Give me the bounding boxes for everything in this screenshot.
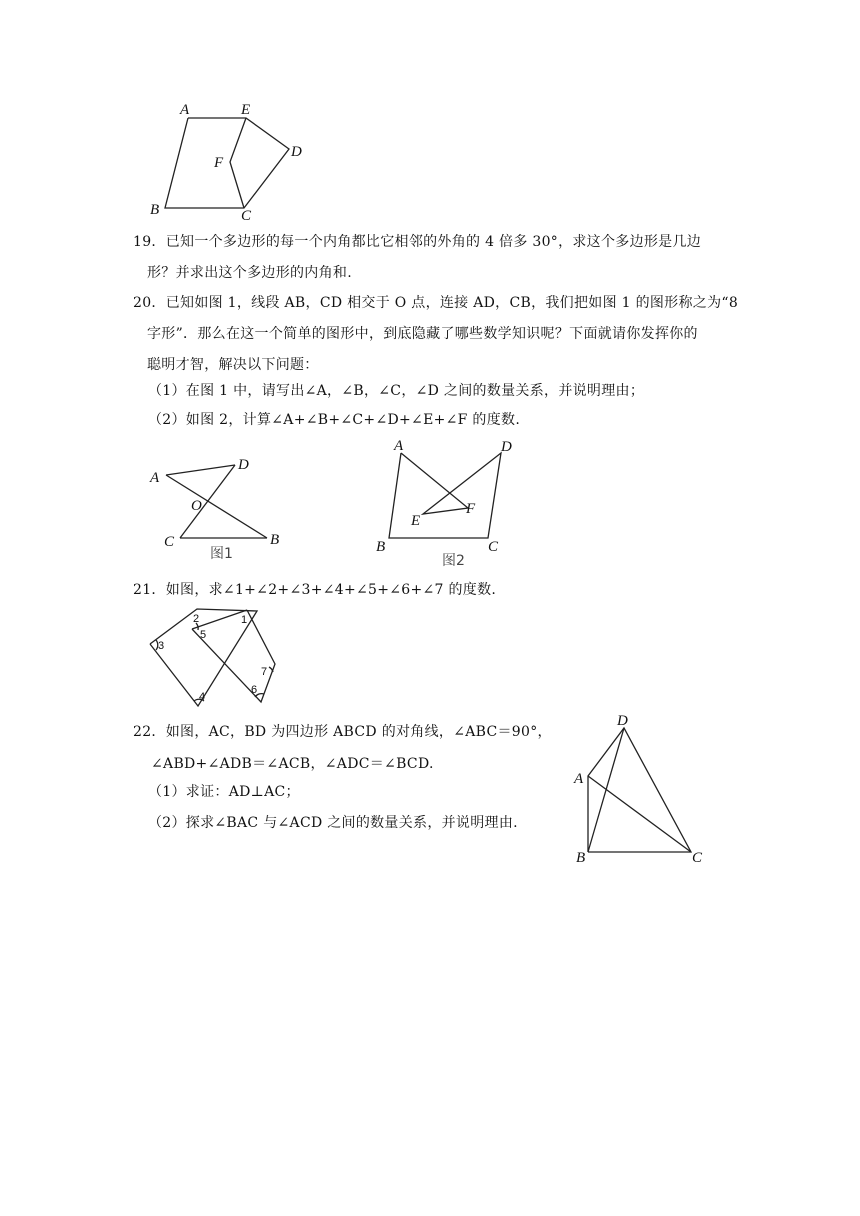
label-D: D xyxy=(238,457,249,473)
label-F: F xyxy=(466,501,476,517)
label-C: C xyxy=(164,534,175,550)
label-C: C xyxy=(241,208,252,224)
label-A: A xyxy=(180,102,190,118)
label-B: B xyxy=(576,850,586,866)
q22-line-2: ∠ABD+∠ADB＝∠ACB，∠ADC＝∠BCD. xyxy=(151,756,434,772)
label-C: C xyxy=(488,539,499,555)
q19-line-2: 形？并求出这个多边形的内角和. xyxy=(147,265,352,281)
figure-top xyxy=(140,98,320,228)
q22-part-2: （2）探求∠BAC 与∠ACD 之间的数量关系，并说明理由. xyxy=(148,815,518,831)
segment-path xyxy=(165,118,289,208)
figure-2 xyxy=(368,433,528,573)
label-A: A xyxy=(394,438,404,454)
label-O: O xyxy=(191,498,202,514)
q20-part-2: （2）如图 2，计算∠A+∠B+∠C+∠D+∠E+∠F 的度数. xyxy=(148,412,521,428)
q20-line-2: 字形”．那么在这一个简单的图形中，到底隐藏了哪些数学知识呢？下面就请你发挥你的 xyxy=(147,326,698,342)
label-A: A xyxy=(150,470,160,486)
label-B: B xyxy=(270,532,280,548)
q22-part-1: （1）求证：AD⊥AC； xyxy=(148,784,300,800)
label-E: E xyxy=(241,102,251,118)
angle-number-4: 4 xyxy=(199,691,206,703)
angle-number-5: 5 xyxy=(200,629,207,641)
angle-number-7: 7 xyxy=(261,666,268,678)
q20-line-1: 20．已知如图 1，线段 AB，CD 相交于 O 点，连接 AD，CB，我们把如图 1 的图形称之为“8 xyxy=(133,295,739,311)
label-F: F xyxy=(214,155,224,171)
label-E: E xyxy=(411,513,421,529)
label-B: B xyxy=(376,539,386,555)
figure-22 xyxy=(570,708,710,868)
q19-line-1: 19．已知一个多边形的每一个内角都比它相邻的外角的 4 倍多 30°，求这个多边形是几边 xyxy=(133,234,702,250)
label-B: B xyxy=(150,202,160,218)
segment-path xyxy=(230,118,246,208)
label-C: C xyxy=(692,850,703,866)
angle-number-6: 6 xyxy=(251,684,258,696)
q20-line-3: 聪明才智，解决以下问题： xyxy=(147,357,319,373)
label-D: D xyxy=(291,144,302,160)
angle-number-1: 1 xyxy=(241,614,248,626)
figure-2-caption: 图2 xyxy=(442,553,465,569)
q21-line-1: 21．如图，求∠1+∠2+∠3+∠4+∠5+∠6+∠7 的度数. xyxy=(133,582,497,598)
label-A: A xyxy=(574,771,584,787)
figure-1-caption: 图1 xyxy=(210,546,233,562)
q20-part-1: （1）在图 1 中，请写出∠A，∠B，∠C，∠D 之间的数量关系，并说明理由； xyxy=(148,383,645,399)
angle-number-3: 3 xyxy=(158,640,165,652)
figure-1 xyxy=(140,450,300,570)
angle-number-2: 2 xyxy=(193,613,200,625)
figure-21 xyxy=(140,602,290,712)
q22-line-1: 22．如图，AC，BD 为四边形 ABCD 的对角线，∠ABC＝90°， xyxy=(133,724,552,740)
label-D: D xyxy=(501,439,512,455)
label-D: D xyxy=(617,713,628,729)
